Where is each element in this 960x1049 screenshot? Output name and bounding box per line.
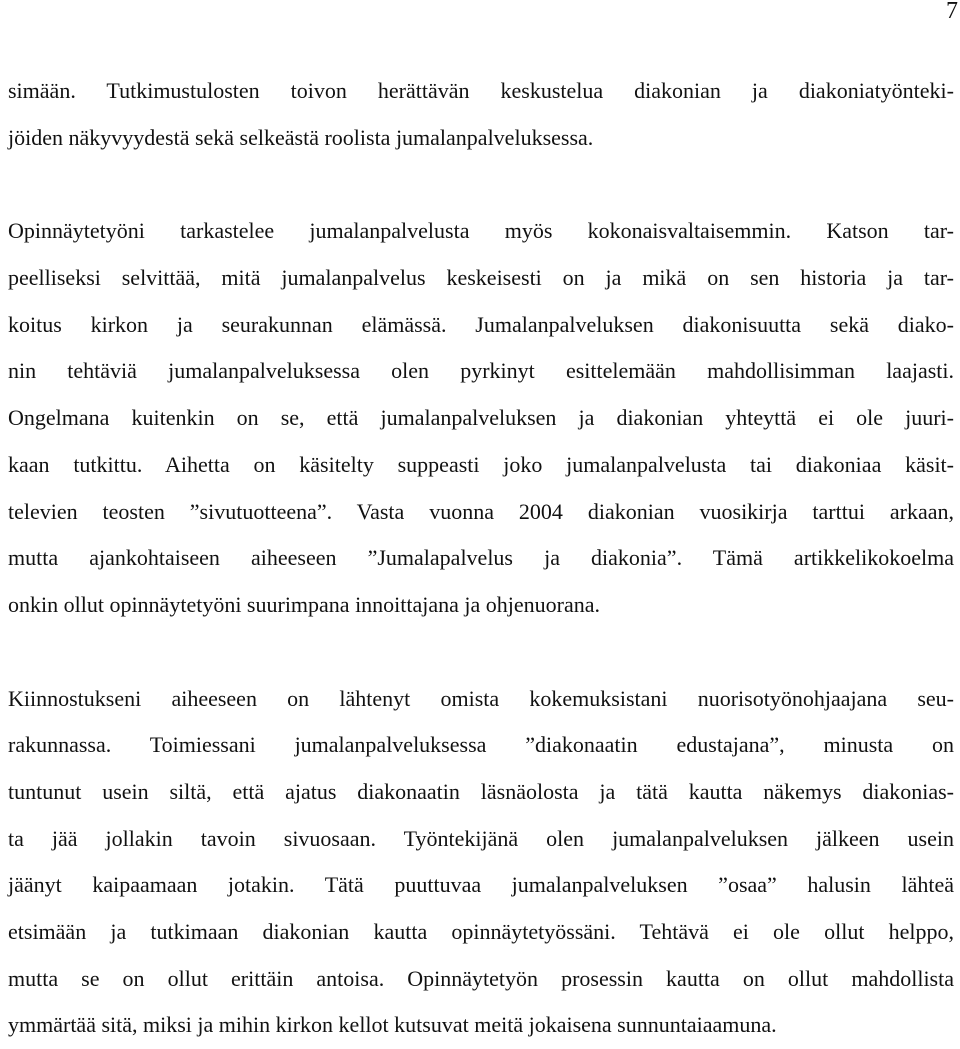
text-line: etsimään ja tutkimaan diakonian kautta opinnäytetyössäni. Tehtävä ei ole ollut helppo, bbox=[8, 919, 954, 944]
text-line: jäänyt kaipaamaan jotakin. Tätä puuttuvaa jumalanpalveluksen ”osaa” halusin lähteä bbox=[8, 872, 954, 898]
paragraph-gap bbox=[8, 629, 954, 676]
text-line: mutta se on ollut erittäin antoisa. Opinnäytetyön prosessin kautta on ollut mahdollista bbox=[8, 965, 954, 991]
text-line: nin tehtäviä jumalanpalveluksessa olen pyrkinyt esittelemään mahdollisimman laajasti. bbox=[8, 358, 954, 384]
text-line: onkin ollut opinnäytetyöni suurimpana innoittajana ja ohjenuorana. bbox=[8, 591, 601, 617]
text-line: Kiinnostukseni aiheeseen on lähtenyt omista kokemuksistani nuorisotyönohjaajana seu- bbox=[8, 685, 954, 711]
text-line: kaan tutkittu. Aihetta on käsitelty suppeasti joko jumalanpalvelusta tai diakoniaa käsit- bbox=[8, 451, 954, 477]
text-line: Ongelmana kuitenkin on se, että jumalanpalveluksen ja diakonian yhteyttä ei ole juuri- bbox=[8, 405, 954, 431]
text-line: peelliseksi selvittää, mitä jumalanpalvelus keskeisesti on ja mikä on sen historia ja tar- bbox=[8, 265, 954, 291]
paragraph-3 bbox=[8, 676, 954, 1049]
text-line: ta jää jollakin tavoin sivuosaan. Työntekijänä olen jumalanpalveluksen jälkeen usein bbox=[8, 825, 954, 851]
text-line: ymmärtää sitä, miksi ja mihin kirkon kellot kutsuvat meitä jokaisena sunnuntaiaamuna. bbox=[8, 1012, 777, 1038]
paragraph-gap bbox=[8, 161, 954, 208]
paragraph-1 bbox=[8, 68, 954, 161]
text-line: Opinnäytetyöni tarkastelee jumalanpalvelusta myös kokonaisvaltaisemmin. Katson tar- bbox=[8, 218, 954, 244]
text-line: rakunnassa. Toimiessani jumalanpalveluksessa ”diakonaatin edustajana”, minusta on bbox=[8, 732, 954, 758]
page-number: 7 bbox=[946, 0, 958, 24]
text-line: simään. Tutkimustulosten toivon herättävän keskustelua diakonian ja diakoniatyönteki- bbox=[8, 78, 954, 103]
text-line: tuntunut usein siltä, että ajatus diakonaatin läsnäolosta ja tätä kautta näkemys diakonias- bbox=[8, 778, 954, 804]
text-line: koitus kirkon ja seurakunnan elämässä. Jumalanpalveluksen diakonisuutta sekä diako- bbox=[8, 311, 954, 337]
paragraph-2 bbox=[8, 208, 954, 628]
text-line: televien teosten ”sivutuotteena”. Vasta vuonna 2004 diakonian vuosikirja tarttui arkaan, bbox=[8, 498, 954, 524]
document-body bbox=[8, 68, 954, 1049]
text-line: mutta ajankohtaiseen aiheeseen ”Jumalapalvelus ja diakonia”. Tämä artikkelikokoelma bbox=[8, 545, 954, 571]
text-line: jöiden näkyvyydestä sekä selkeästä roolista jumalanpalveluksessa. bbox=[8, 124, 594, 150]
